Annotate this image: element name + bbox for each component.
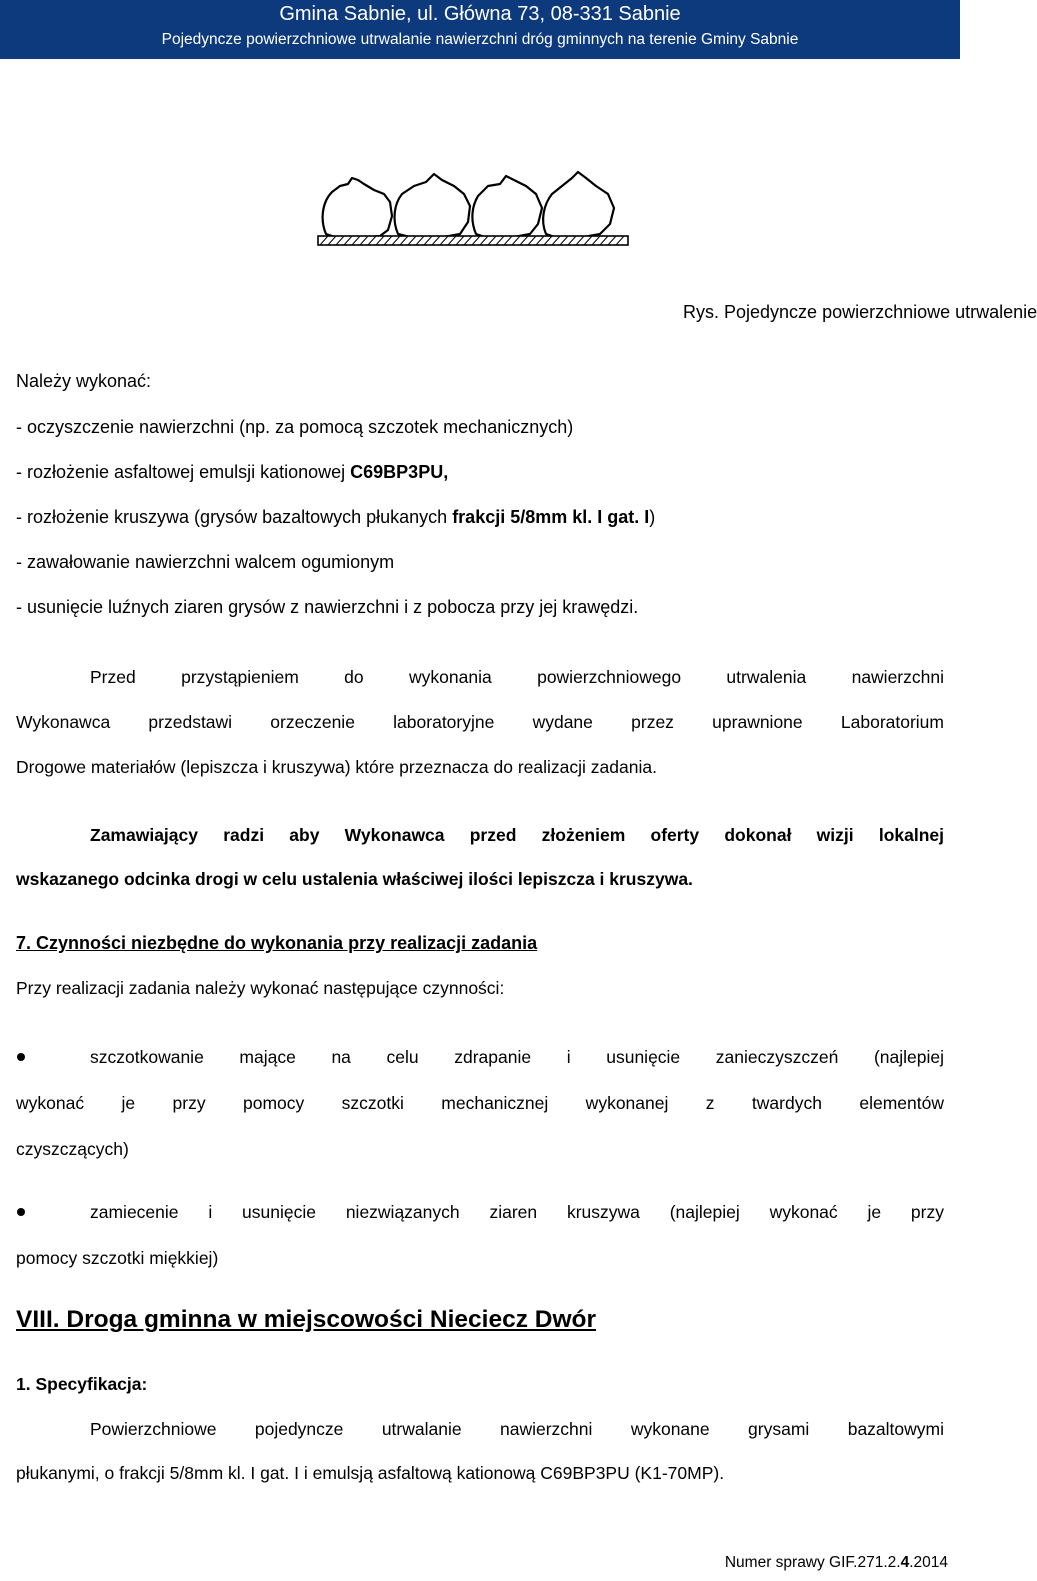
list-item: - zawałowanie nawierzchni walcem ogumionym xyxy=(16,552,395,572)
surface-dressing-figure xyxy=(318,168,628,250)
notice-line: Zamawiający radzi aby Wykonawca przed złożeniem oferty dokonał wizji lokalnej xyxy=(90,825,944,845)
paragraph-line: Przed przystąpieniem do wykonania powierzchniowego utrwalenia nawierzchni xyxy=(90,667,944,687)
chapter-heading: VIII. Droga gminna w miejscowości Nieciecz Dwór xyxy=(16,1306,596,1333)
bullet-line: pomocy szczotki miękkiej) xyxy=(16,1248,219,1268)
subsection-heading: 1. Specyfikacja: xyxy=(16,1374,148,1394)
notice-line: wskazanego odcinka drogi w celu ustalenia właściwej ilości lepiszcza i kruszywa. xyxy=(16,869,693,889)
page-header xyxy=(0,0,960,59)
list-item: - rozłożenie asfaltowej emulsji kationowej C69BP3PU, xyxy=(16,462,449,482)
bullet-line: czyszczących) xyxy=(16,1139,129,1159)
spec-line: Powierzchniowe pojedyncze utrwalanie nawierzchni wykonane grysami bazaltowymi xyxy=(90,1419,944,1439)
header-title: Pojedyncze powierzchniowe utrwalanie nawierzchni dróg gminnych na terenie Gminy Sabnie xyxy=(161,31,799,48)
bullet-line: wykonać je przy pomocy szczotki mechanicznej wykonanej z twardych elementów xyxy=(16,1093,944,1113)
case-number: Numer sprawy GIF.271.2.4.2014 xyxy=(724,1554,948,1571)
list-item: - rozłożenie kruszywa (grysów bazaltowych płukanych frakcji 5/8mm kl. I gat. I) xyxy=(16,507,656,527)
paragraph-line: Wykonawca przedstawi orzeczenie laboratoryjne wydane przez uprawnione Laboratorium xyxy=(16,712,944,732)
bullet-line: zamiecenie i usunięcie niezwiązanych ziaren kruszywa (najlepiej wykonać je przy xyxy=(90,1202,944,1222)
bullet-line: szczotkowanie mające na celu zdrapanie i usunięcie zanieczyszczeń (najlepiej xyxy=(90,1047,944,1067)
list-heading: Należy wykonać: xyxy=(16,371,152,391)
spec-line: płukanymi, o frakcji 5/8mm kl. I gat. I i emulsją asfaltową kationową C69BP3PU (K1-70MP). xyxy=(16,1463,725,1483)
section-heading: 7. Czynności niezbędne do wykonania przy realizacji zadania xyxy=(16,933,538,953)
header-address: Gmina Sabnie, ul. Główna 73, 08-331 Sabnie xyxy=(279,3,681,25)
figure-caption: Rys. Pojedyncze powierzchniowe utrwalenie xyxy=(683,302,1037,322)
section-intro: Przy realizacji zadania należy wykonać następujące czynności: xyxy=(16,978,505,998)
list-item: - oczyszczenie nawierzchni (np. za pomocą szczotek mechanicznych) xyxy=(16,417,574,437)
paragraph-line: Drogowe materiałów (lepiszcza i kruszywa) które przeznacza do realizacji zadania. xyxy=(16,757,657,777)
bullet-icon xyxy=(17,1053,25,1061)
bullet-icon xyxy=(17,1208,25,1216)
list-item: - usunięcie luźnych ziaren grysów z nawierzchni i z pobocza przy jej krawędzi. xyxy=(16,597,639,617)
